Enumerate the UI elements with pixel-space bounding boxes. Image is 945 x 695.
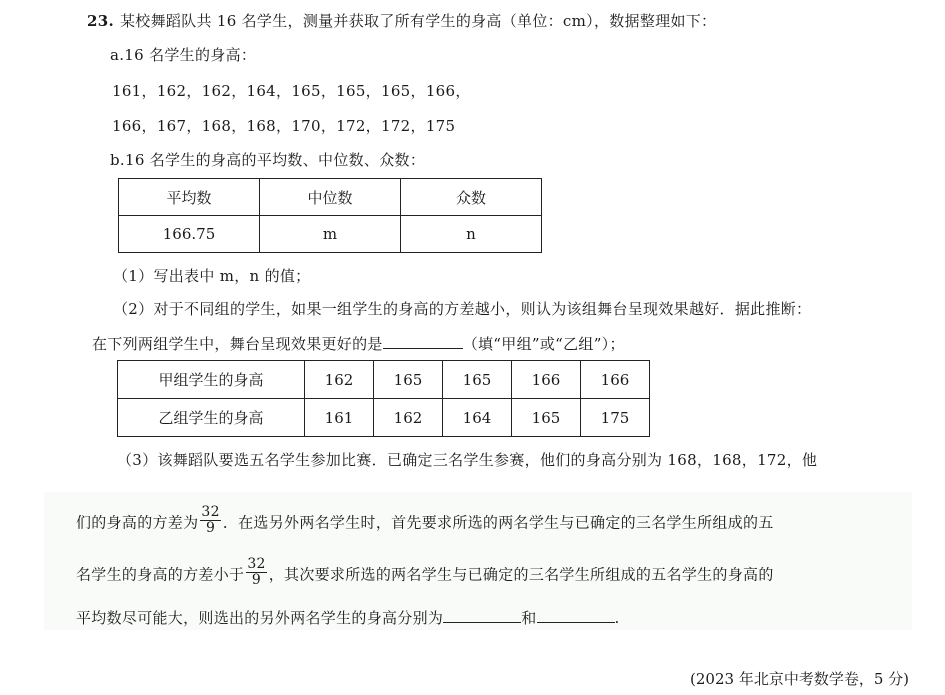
group-b-cell: 161 [305, 399, 374, 437]
sub-question-3-line-2 [76, 504, 774, 539]
group-b-cell: 162 [374, 399, 443, 437]
sub-question-2: （2）对于不同组的学生，如果一组学生的身高的方差越小，则认为该组舞台呈现效果越好．据此推断： [113, 300, 812, 318]
sub3-line4-before: 平均数尽可能大，则选出的另外两名学生的身高分别为 [76, 609, 444, 627]
answer-blank-group[interactable] [383, 334, 463, 349]
question-number: 23. [87, 12, 114, 30]
sub-question-2-line-2 [92, 333, 625, 354]
fraction-numerator: 32 [201, 504, 220, 520]
group-a-cell: 162 [305, 361, 374, 399]
answer-blank-height-1[interactable] [443, 608, 521, 623]
group-b-row [118, 399, 650, 437]
part-a-label: a.16 名学生的身高： [110, 46, 257, 64]
sub-question-3-line-3 [76, 556, 774, 591]
sub-question-3-line-1: （3）该舞蹈队要选五名学生参加比赛．已确定三名学生参赛，他们的身高分别为 168，168，172，他 [117, 451, 818, 469]
variance-fraction [200, 505, 220, 536]
heights-line-1: 161，162，162，164，165，165，165，166， [112, 82, 471, 100]
part-b-label: b.16 名学生的身高的平均数、中位数、众数： [110, 151, 426, 169]
sub2-text-after: （填“甲组”或“乙组”）； [462, 335, 625, 353]
variance-fraction [246, 557, 266, 588]
sub3-line3-before: 名学生的身高的方差小于 [76, 565, 245, 584]
groups-table [117, 360, 650, 437]
stats-value-median: m [260, 216, 401, 253]
stats-value-row [119, 216, 542, 253]
stats-table [118, 178, 542, 253]
group-a-cell: 165 [374, 361, 443, 399]
question-intro [87, 10, 716, 31]
source-citation: (2023 年北京中考数学卷，5 分) [690, 670, 909, 688]
sub-question-1: （1）写出表中 m，n 的值； [113, 267, 311, 285]
group-a-row [118, 361, 650, 399]
group-a-cell: 165 [443, 361, 512, 399]
intro-text: 某校舞蹈队共 16 名学生，测量并获取了所有学生的身高（单位：cm），数据整理如下： [120, 12, 717, 30]
answer-blank-height-2[interactable] [537, 608, 615, 623]
sub3-line2-before: 们的身高的方差为 [76, 513, 199, 532]
group-b-cell: 175 [581, 399, 650, 437]
sub3-line4-middle: 和 [521, 609, 537, 627]
stats-header-median: 中位数 [260, 179, 401, 216]
sub3-line4-end: . [614, 609, 620, 627]
group-a-cell: 166 [512, 361, 581, 399]
sub3-line3-after: ，其次要求所选的两名学生与已确定的三名学生所组成的五名学生的身高的 [268, 565, 774, 584]
stats-header-mode: 众数 [401, 179, 542, 216]
sub-question-3-line-4 [76, 607, 620, 628]
group-a-label: 甲组学生的身高 [118, 361, 305, 399]
group-b-cell: 164 [443, 399, 512, 437]
stats-value-mean: 166.75 [119, 216, 260, 253]
heights-line-2: 166，167，168，168，170，172，172，175 [112, 117, 456, 135]
fraction-numerator: 32 [247, 556, 266, 572]
group-b-cell: 165 [512, 399, 581, 437]
fraction-denominator: 9 [206, 520, 216, 536]
sub3-line2-after: ．在选另外两名学生时，首先要求所选的两名学生与已确定的三名学生所组成的五 [222, 513, 774, 532]
group-b-label: 乙组学生的身高 [118, 399, 305, 437]
stats-value-mode: n [401, 216, 542, 253]
sub2-text-before: 在下列两组学生中，舞台呈现效果更好的是 [92, 335, 383, 353]
stats-header-row [119, 179, 542, 216]
fraction-denominator: 9 [251, 572, 262, 588]
group-a-cell: 166 [581, 361, 650, 399]
stats-header-mean: 平均数 [119, 179, 260, 216]
